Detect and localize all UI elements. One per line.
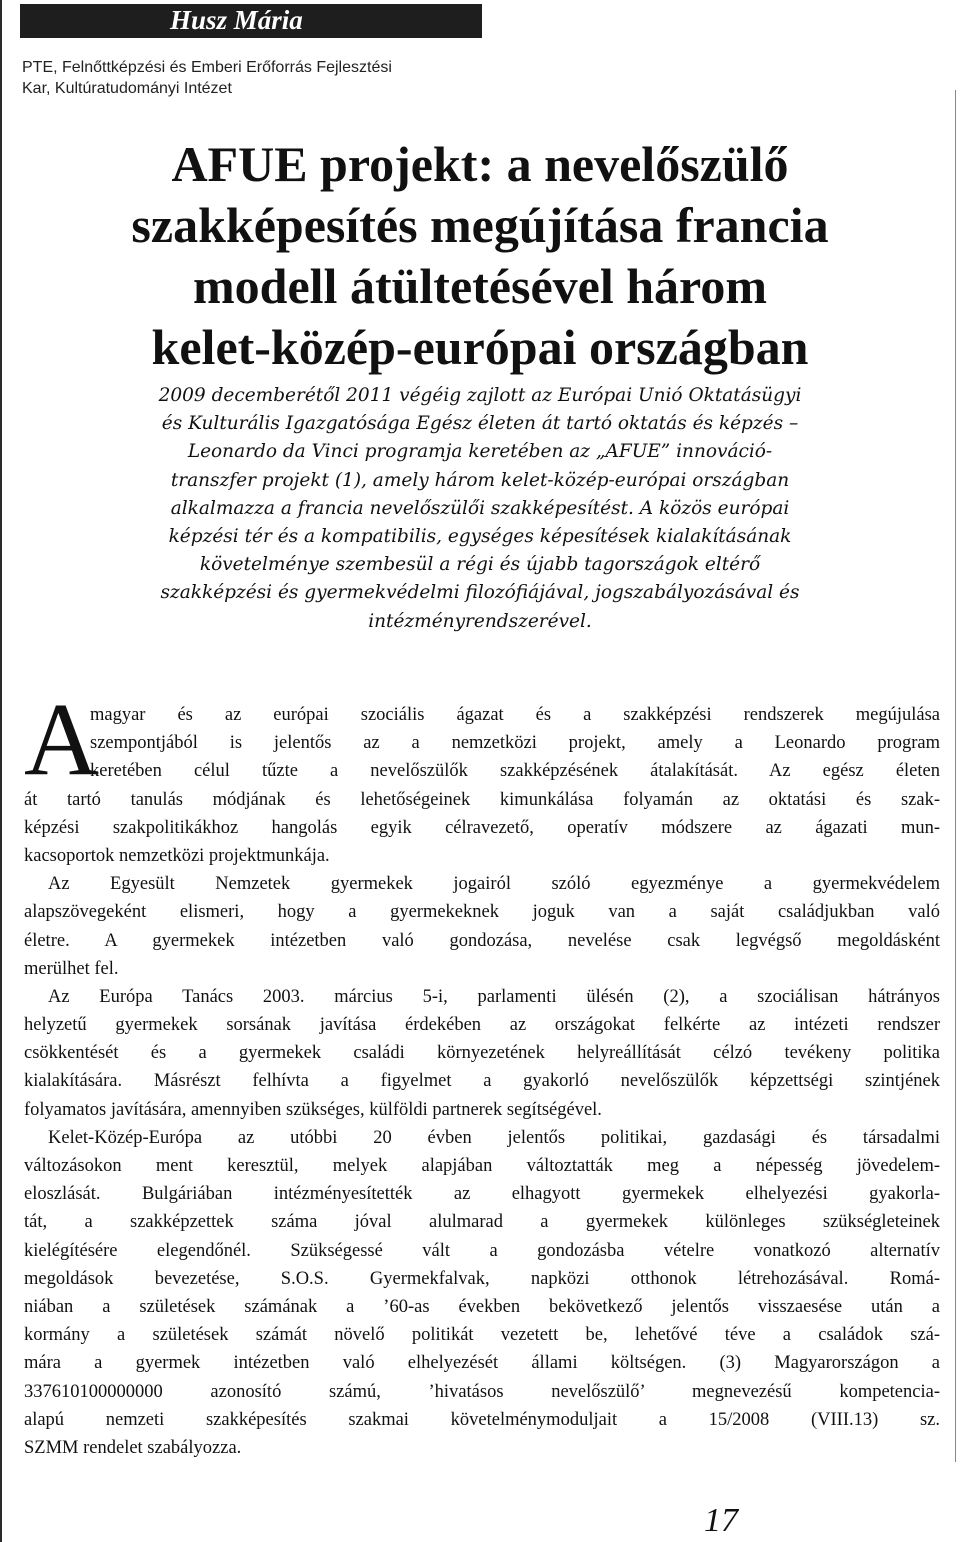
body-line: niában a születések számának a ’60-as években bekövetkező jelentős visszaesése után a [24,1296,940,1317]
body-line: merülhet fel. [24,958,119,979]
body-line: alapszövegeként elismeri, hogy a gyermekeknek joguk van a saját családjukban való [24,902,940,923]
body-line: alapú nemzeti szakképesítés szakmai követelménymoduljait a 15/2008 (VIII.13) sz. [24,1409,940,1430]
article-title-line: kelet-közép-európai országban [151,319,809,375]
body-line: át tartó tanulás módjának és lehetőségeinek kimunkálása folyamán az oktatási és szak- [24,789,940,810]
drop-cap: A [24,682,100,797]
affiliation-line: Kar, Kultúratudományi Intézet [22,80,232,97]
body-line: tát, a szakképzettek száma jóval alulmarad a gyermekek különleges szükségleteinek [24,1212,940,1233]
body-line: változásokon ment keresztül, melyek alapjában változtatták meg a népesség jövedelem- [24,1156,940,1176]
body-line: eloszlását. Bulgáriában intézményesítették az elhagyott gyermekek elhelyezési gyakorla- [24,1184,940,1205]
body-line: kacsoportok nemzetközi projektmunkája. [24,845,330,866]
abstract-line: követelménye szembesül a régi és újabb tagországok eltérő [199,554,761,576]
abstract-line: és Kulturális Igazgatósága Egész életen át tartó oktatás és képzés – [161,413,799,435]
abstract-line: intézményrendszerével. [368,610,592,632]
body-line: képzési szakpolitikákhoz hangolás egyik célravezető, operatív módszere az ágazati mun- [24,817,940,838]
body-line: mára a gyermek intézetben való elhelyezését állami költségen. (3) Magyarországon a [24,1353,940,1374]
article-title-line: modell átültetésével három [193,258,767,314]
body-line: magyar és az európai szociális ágazat és a szakképzési rendszerek megújulása [90,705,940,725]
abstract-line: képzési tér és a kompatibilis, egységes képesítések kialakításának [168,525,792,547]
body-line: csökkentését és a gyermekek családi környezetének helyreállítását célzó tevékeny politika [24,1043,940,1064]
body-line: 337610100000000 azonosító számú, ’hivatásos nevelőszülő’ megnevezésű kompetencia- [24,1381,940,1402]
page-number: 17 [704,1502,738,1539]
author-name: Husz Mária [170,5,303,35]
body-line: szempontjából is jelentős az a nemzetközi projekt, amely a Leonardo program [90,733,940,754]
affiliation-line: PTE, Felnőttképzési és Emberi Erőforrás Fejlesztési [22,59,392,76]
article-title-line: szakképesítés megújítása francia [131,197,829,253]
body-text [24,701,940,1462]
body-line: SZMM rendelet szabályozza. [24,1437,242,1458]
body-line: megoldások bevezetése, S.O.S. Gyermekfalvak, napközi otthonok létrehozásával. Romá- [24,1268,940,1289]
body-line: Az Egyesült Nemzetek gyermekek jogairól szóló egyezménye a gyermekvédelem [48,874,940,895]
body-line: kielégítésére elegendőnél. Szükségessé vált a gondozásba vételre vonatkozó alternatív [24,1240,940,1261]
article-title-line: AFUE projekt: a nevelőszülő [171,136,789,192]
body-line: életre. A gyermekek intézetben való gondozása, nevelése csak legvégső megoldásként [24,930,940,951]
abstract-line: szakképzési és gyermekvédelmi filozófiájával, jogszabályozásával és [160,582,800,604]
body-line: folyamatos javítására, amennyiben szükséges, külföldi partnerek segítségével. [24,1099,602,1120]
abstract-line: transzfer projekt (1), amely három kelet-közép-európai országban [170,469,790,491]
body-line: kormány a születések számát növelő politikát vezetett be, lehetővé téve a családok szá- [24,1325,940,1346]
author-banner [20,4,482,38]
page-left-rule [0,0,2,1542]
abstract-line: 2009 decemberétől 2011 végéig zajlott az Európai Unió Oktatásügyi [158,385,802,406]
body-line: Kelet-Közép-Európa az utóbbi 20 évben jelentős politikai, gazdasági és társadalmi [48,1127,940,1148]
abstract-line: Leonardo da Vinci programja keretében az „AFUE” innováció- [187,441,773,463]
body-line: helyzetű gyermekek sorsának javítása érdekében az országokat felkérte az intézeti rendszer [24,1015,940,1036]
abstract-line: alkalmazza a francia nevelőszülői szakképesítést. A közös európai [170,497,790,519]
body-line: kialakítására. Másrészt felhívta a figyelmet a gyakorló nevelőszülők képzettségi szintjének [24,1071,940,1092]
page-right-rule [955,90,956,1462]
body-line: keretében célul tűzte a nevelőszülők szakképzésének átalakítását. Az egész életen [90,761,940,782]
body-line: Az Európa Tanács 2003. március 5-i, parlamenti ülésén (2), a szociálisan hátrányos [48,986,940,1007]
abstract [28,382,932,636]
